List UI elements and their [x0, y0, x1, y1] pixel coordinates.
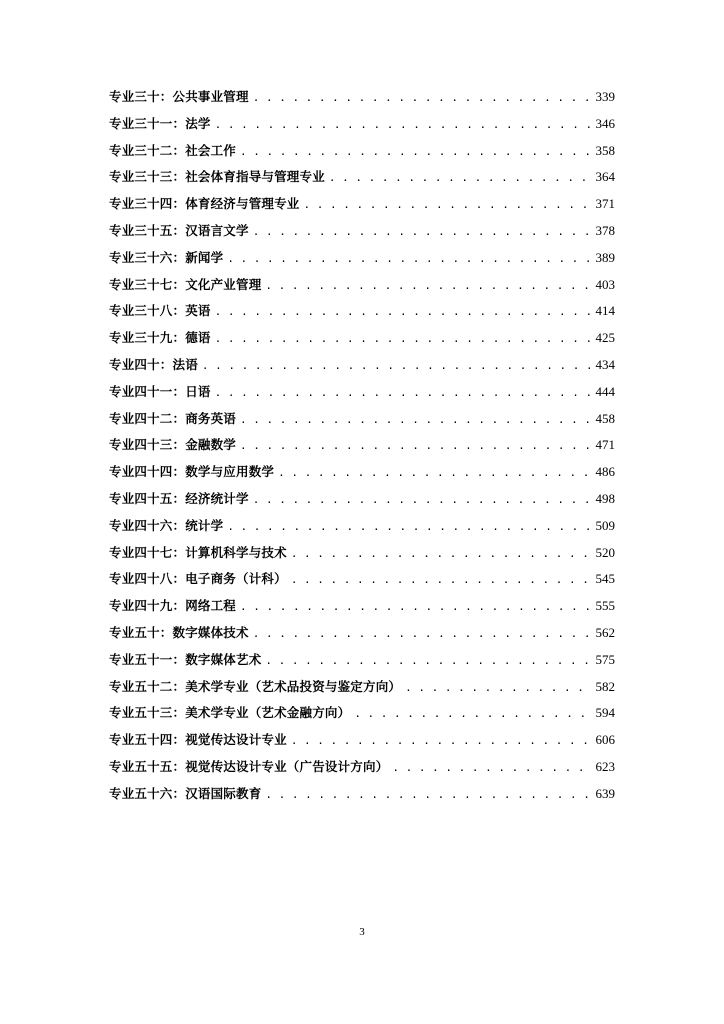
toc-entry-page: 594: [595, 705, 615, 721]
toc-entry-title: 专业三十四：体育经济与管理专业: [109, 196, 300, 212]
toc-entry-title: 专业三十二：社会工作: [109, 142, 237, 158]
toc-entry[interactable]: [109, 650, 615, 677]
page-number: 3: [359, 926, 365, 938]
toc-entry-title: 专业三十六：新闻学: [109, 249, 224, 265]
dot-leader: [240, 145, 591, 158]
toc-entry-page: 471: [595, 437, 615, 453]
toc-entry[interactable]: [109, 355, 615, 382]
dot-leader: [265, 788, 591, 801]
dot-leader: [291, 547, 592, 560]
toc-entry-page: 364: [595, 169, 615, 185]
toc-entry-title: 专业四十八：电子商务（计科）: [109, 571, 287, 587]
toc-entry-title: 专业五十四：视觉传达设计专业: [109, 732, 287, 748]
dot-leader: [354, 707, 591, 720]
toc-entry[interactable]: [109, 784, 615, 811]
toc-entry[interactable]: [109, 435, 615, 462]
dot-leader: [215, 332, 592, 345]
toc-entry[interactable]: [109, 87, 615, 114]
dot-leader: [202, 359, 592, 372]
toc-entry-page: 378: [595, 222, 615, 238]
dot-leader: [265, 279, 591, 292]
dot-leader: [240, 439, 591, 452]
toc-entry-title: 专业四十三：金融数学: [109, 437, 237, 453]
toc-entry-page: 425: [595, 330, 615, 346]
toc-entry-page: 371: [595, 196, 615, 212]
toc-entry-page: 498: [595, 490, 615, 506]
dot-leader: [240, 413, 591, 426]
toc-entry-title: 专业四十六：统计学: [109, 517, 224, 533]
toc-entry[interactable]: [109, 301, 615, 328]
toc-entry-title: 专业五十三：美术学专业（艺术金融方向）: [109, 705, 351, 721]
toc-entry[interactable]: [109, 730, 615, 757]
toc-entry-title: 专业五十五：视觉传达设计专业（广告设计方向）: [109, 758, 389, 774]
toc-entry-page: 520: [595, 544, 615, 560]
toc-entry-page: 403: [595, 276, 615, 292]
toc-entry[interactable]: [109, 489, 615, 516]
toc-entry-title: 专业三十九：德语: [109, 330, 211, 346]
toc-entry[interactable]: [109, 409, 615, 436]
dot-leader: [253, 627, 592, 640]
toc-entry-title: 专业四十九：网络工程: [109, 598, 237, 614]
toc-entry-page: 346: [595, 115, 615, 131]
dot-leader: [215, 305, 592, 318]
dot-leader: [240, 600, 591, 613]
table-of-contents: [109, 87, 615, 811]
toc-entry[interactable]: [109, 275, 615, 302]
toc-entry-page: 623: [595, 758, 615, 774]
toc-entry[interactable]: [109, 248, 615, 275]
toc-entry[interactable]: [109, 328, 615, 355]
toc-entry[interactable]: [109, 462, 615, 489]
toc-entry-page: 606: [595, 732, 615, 748]
toc-entry-title: 专业五十二：美术学专业（艺术品投资与鉴定方向）: [109, 678, 402, 694]
toc-entry-page: 358: [595, 142, 615, 158]
toc-entry-page: 414: [595, 303, 615, 319]
toc-entry[interactable]: [109, 596, 615, 623]
toc-entry-title: 专业五十：数字媒体技术: [109, 624, 249, 640]
dot-leader: [215, 386, 592, 399]
toc-entry-page: 562: [595, 624, 615, 640]
toc-entry-title: 专业四十七：计算机科学与技术: [109, 544, 287, 560]
toc-entry-page: 434: [595, 356, 615, 372]
toc-entry[interactable]: [109, 757, 615, 784]
toc-entry-title: 专业四十：法语: [109, 356, 198, 372]
toc-entry-page: 545: [595, 571, 615, 587]
toc-entry[interactable]: [109, 516, 615, 543]
toc-entry[interactable]: [109, 569, 615, 596]
dot-leader: [405, 681, 591, 694]
toc-entry[interactable]: [109, 167, 615, 194]
toc-entry-title: 专业四十二：商务英语: [109, 410, 237, 426]
dot-leader: [253, 493, 592, 506]
dot-leader: [329, 171, 592, 184]
toc-entry[interactable]: [109, 677, 615, 704]
dot-leader: [291, 573, 592, 586]
toc-entry-title: 专业五十六：汉语国际教育: [109, 785, 262, 801]
toc-entry[interactable]: [109, 141, 615, 168]
dot-leader: [253, 225, 592, 238]
toc-entry-page: 509: [595, 517, 615, 533]
dot-leader: [253, 91, 592, 104]
toc-entry-title: 专业三十一：法学: [109, 115, 211, 131]
toc-entry-page: 582: [595, 678, 615, 694]
dot-leader: [265, 654, 591, 667]
toc-entry-page: 486: [595, 464, 615, 480]
toc-entry-page: 575: [595, 651, 615, 667]
toc-entry-title: 专业三十八：英语: [109, 303, 211, 319]
toc-entry-page: 339: [595, 89, 615, 104]
toc-entry-title: 专业四十四：数学与应用数学: [109, 464, 275, 480]
toc-entry[interactable]: [109, 194, 615, 221]
dot-leader: [392, 761, 591, 774]
toc-entry-title: 专业三十三：社会体育指导与管理专业: [109, 169, 325, 185]
toc-entry-title: 专业四十一：日语: [109, 383, 211, 399]
toc-entry-title: 专业四十五：经济统计学: [109, 490, 249, 506]
toc-entry-title: 专业三十五：汉语言文学: [109, 222, 249, 238]
toc-entry-page: 555: [595, 598, 615, 614]
toc-entry-title: 专业三十七：文化产业管理: [109, 276, 262, 292]
toc-entry[interactable]: [109, 543, 615, 570]
toc-entry-title: 专业三十：公共事业管理: [109, 89, 249, 104]
toc-entry[interactable]: [109, 221, 615, 248]
toc-entry-page: 444: [595, 383, 615, 399]
dot-leader: [215, 118, 592, 131]
toc-entry-page: 389: [595, 249, 615, 265]
dot-leader: [227, 520, 591, 533]
toc-entry[interactable]: [109, 382, 615, 409]
dot-leader: [291, 734, 592, 747]
toc-entry[interactable]: [109, 623, 615, 650]
dot-leader: [304, 198, 592, 211]
toc-entry[interactable]: [109, 703, 615, 730]
toc-entry-page: 639: [595, 785, 615, 801]
toc-entry-page: 458: [595, 410, 615, 426]
dot-leader: [278, 466, 591, 479]
dot-leader: [227, 252, 591, 265]
toc-entry[interactable]: [109, 114, 615, 141]
toc-entry-title: 专业五十一：数字媒体艺术: [109, 651, 262, 667]
